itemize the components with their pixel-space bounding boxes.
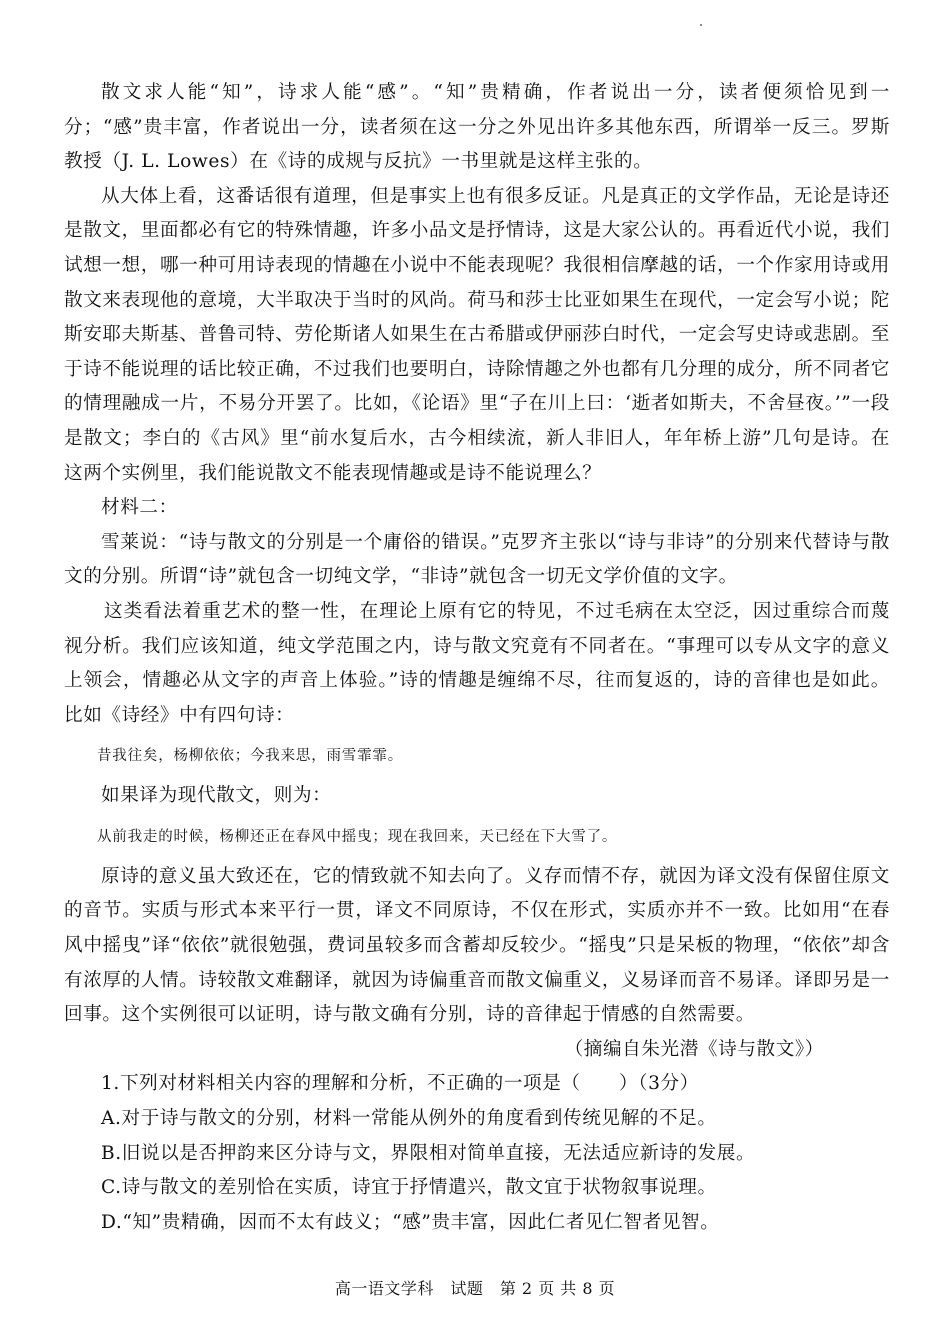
paragraph-translation-analysis: 原诗的意义虽大致还在，它的情致就不知去向了。义存而情不存，就因为译文没有保留住原文的音节。实质与形式本来平行一贯，译文不同原诗，不仅在形式，实质亦并不一致。比如用“在春风中摇曳”译“依依”就很勉强，费词虽较多而含蓄却反较少。“摇曳”只是呆板的物理，“依依”却含有浓厚的人情。诗较散文难翻译，就因为诗偏重音而散文偏重义，义易译而音不易译。译即另是一回事。这个实例很可以证明，诗与散文确有分别，诗的音律起于情感的自然需要。 — [64, 865, 890, 1026]
material-two-heading: 材料二： — [101, 497, 178, 519]
option-c: C.诗与散文的差别恰在实质，诗宜于抒情遣兴，散文宜于状物叙事说理。 — [101, 1177, 717, 1199]
question-stem: 1.下列对材料相关内容的理解和分析，不正确的一项是（ ）（3分） — [101, 1073, 699, 1095]
option-b: B.旧说以是否押韵来区分诗与文，界限相对简单直接，无法适应新诗的发展。 — [101, 1142, 756, 1164]
paragraph-shelley-croce: 雪莱说：“诗与散文的分别是一个庸俗的错误。”克罗齐主张以“诗与非诗”的分别来代替诗与散文的分别。所谓“诗”就包含一切纯文学，“非诗”就包含一切无文学价值的文字。 — [64, 531, 890, 588]
option-a: A.对于诗与散文的分别，材料一常能从例外的角度看到传统见解的不足。 — [101, 1108, 717, 1130]
scan-speck — [700, 24, 702, 26]
verse-translation: 从前我走的时候，杨柳还正在春风中摇曳；现在我回来，天已经在下大雪了。 — [97, 828, 618, 845]
translation-intro: 如果译为现代散文，则为： — [101, 785, 332, 807]
document-body — [64, 76, 890, 1240]
paragraph-zhi-gan: 散文求人能“知”，诗求人能“感”。“知”贵精确，作者说出一分，读者便须恰见到一分；“感”贵丰富，作者说出一分，读者须在这一分之外见出许多其他东西，所谓举一反三。罗斯教授（J. L. Lowes）在《诗的成规与反抗》一书里就是这样主张的。 — [64, 82, 890, 173]
paragraph-art-unity: 这类看法着重艺术的整一性，在理论上原有它的特见，不过毛病在太空泛，因过重综合而蔑视分析。我们应该知道，纯文学范围之内，诗与散文究竟有不同者在。“事理可以专从文字的意义上领会，情趣必从文字的声音上体验。”诗的情趣是缠绵不尽，往而复返的，诗的音律也是如此。比如《诗经》中有四句诗： — [64, 600, 890, 726]
option-d: D.“知”贵精确，因而不太有歧义；“感”贵丰富，因此仁者见仁智者见智。 — [101, 1211, 720, 1233]
verse-original: 昔我往矣，杨柳依依；今我来思，雨雪霏霏。 — [97, 748, 403, 765]
page-footer: 高一语文学科 试题 第 2 页 共 8 页 — [334, 1279, 616, 1298]
source-citation: （摘编自朱光潜《诗与散文》） — [564, 1038, 824, 1060]
paragraph-counter-evidence: 从大体上看，这番话很有道理，但是事实上也有很多反证。凡是真正的文学作品，无论是诗还是散文，里面都必有它的特殊情趣，许多小品文是抒情诗，这是大家公认的。再看近代小说，我们试想一想，哪一种可用诗表现的情趣在小说中不能表现呢？我很相信摩越的话，一个作家用诗或用散文来表现他的意境，大半取决于当时的风尚。荷马和莎士比亚如果生在现代，一定会写小说；陀斯安耶夫斯基、普鲁司特、劳伦斯诸人如果生在古希腊或伊丽莎白时代，一定会写史诗或悲剧。至于诗不能说理的话比较正确，不过我们也要明白，诗除情趣之外也都有几分理的成分，所不同者它的情理融成一片，不易分开罢了。比如，《论语》里“子在川上曰：‘逝者如斯夫，不舍昼夜。’”一段是散文；李白的《古风》里“前水复后水，古今相续流，新人非旧人，年年桥上游”几句是诗。在这两个实例里，我们能说散文不能表现情趣或是诗不能说理么？ — [64, 185, 890, 484]
